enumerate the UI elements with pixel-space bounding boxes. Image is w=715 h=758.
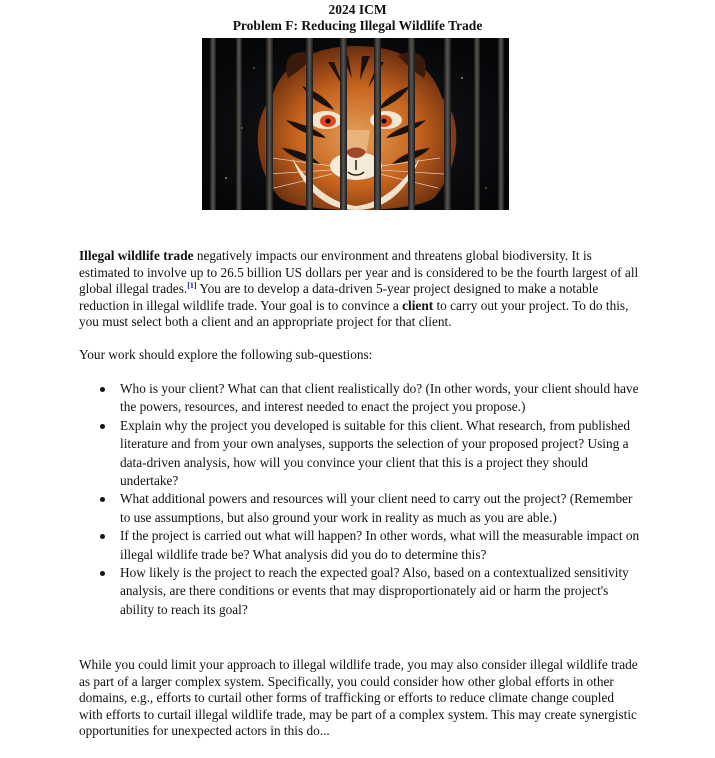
subquestions-list xyxy=(98,380,643,619)
list-item: What additional powers and resources will your client need to carry out the project? (Remember to use assumptions, but also ground your work in reality as much as you are able.) xyxy=(98,490,643,527)
intro-paragraph xyxy=(79,248,639,331)
term-client: client xyxy=(402,297,434,313)
bullet-icon xyxy=(100,387,105,392)
list-item: Who is your client? What can that client realistically do? (In other words, your client should have the powers, resources, and interest needed to enact the project you propose.) xyxy=(98,380,643,417)
document-year: 2024 ICM xyxy=(328,2,387,17)
bullet-icon xyxy=(100,571,105,576)
intro-text-3: to carry out your project. To do this, you must select both a client and an appropriate project for that client. xyxy=(79,297,629,330)
intro-text-1: negatively impacts our environment and threatens global biodiversity. It is estimated to involve up to 26.5 billion US dollars per year and is considered to be the fourth largest of all global illegal trades. xyxy=(79,248,639,297)
intro-text-2: You are to develop a data-driven 5-year project designed to make a notable reduction in illegal wildlife trade. Your goal is to convince a xyxy=(79,281,599,313)
bullet-icon xyxy=(100,424,105,429)
term-illegal-wildlife-trade: Illegal wildlife trade xyxy=(79,248,194,263)
list-item: Explain why the project you developed is suitable for this client. What research, from published literature and from your own analyses, supports the selection of your proposed project? Using a data-driven analysis, how will you convince your client that this is a project they should undertake? xyxy=(98,417,643,491)
bullet-icon xyxy=(100,497,105,502)
list-item: How likely is the project to reach the expected goal? Also, based on a contextualized sensitivity analysis, are there conditions or events that may disproportionately aid or harm the project's ability to reach its goal? xyxy=(98,564,643,619)
list-item: If the project is carried out what will happen? In other words, what will the measurable impact on illegal wildlife trade be? What analysis did you do to determine this? xyxy=(98,527,643,564)
bullet-icon xyxy=(100,534,105,539)
problem-title: Problem F: Reducing Illegal Wildlife Trade xyxy=(232,18,483,33)
citation-link[interactable]: [1] xyxy=(187,281,197,291)
closing-paragraph: While you could limit your approach to illegal wildlife trade, you may also consider illegal wildlife trade as part of a larger complex system. Specifically, you could consider how other global efforts in other domains, e.g., efforts to curtail other forms of trafficking or efforts to reduce climate change coupled with efforts to curtail illegal wildlife trade, may be part of a complex system. This may create synergistic opportunities for unexpected actors in this do... xyxy=(79,657,638,739)
tiger-behind-bars-image xyxy=(202,38,509,210)
subquestions-intro: Your work should explore the following sub-questions: xyxy=(79,347,373,362)
